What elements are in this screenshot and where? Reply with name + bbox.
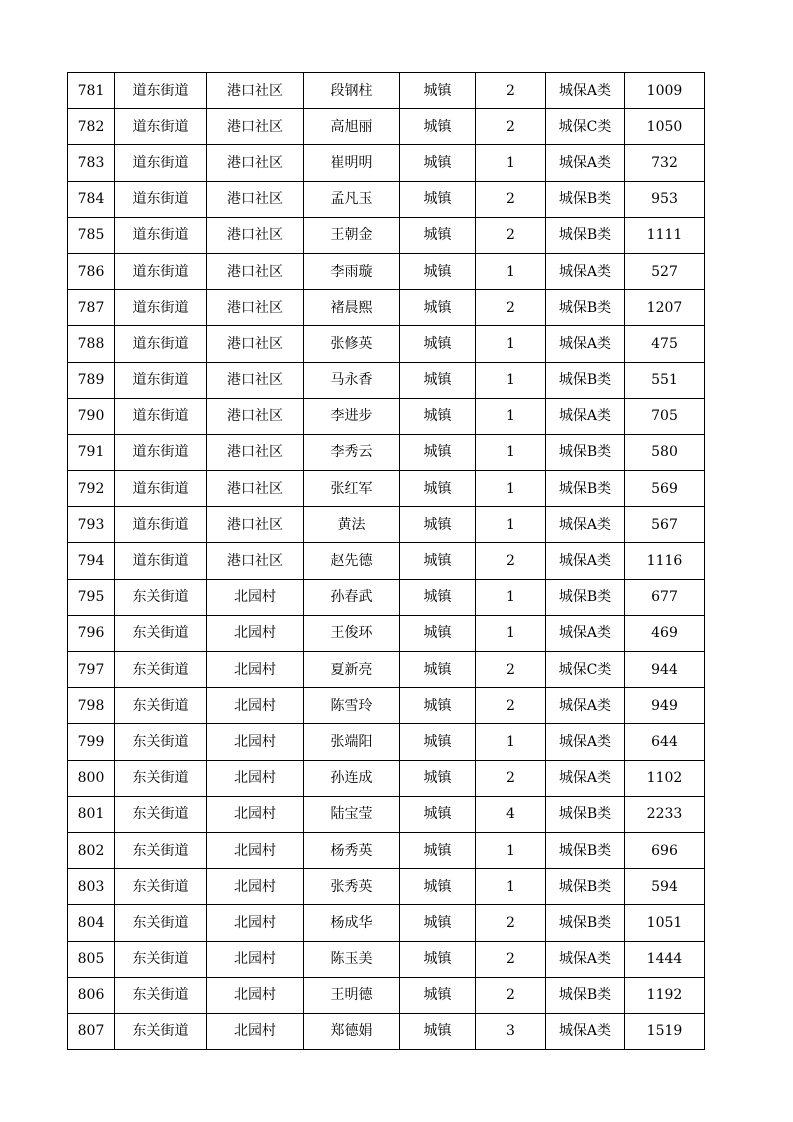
amount-cell: 644 <box>625 724 705 760</box>
amount-cell: 551 <box>625 362 705 398</box>
category-cell: 城保A类 <box>546 543 625 579</box>
amount-cell: 1050 <box>625 109 705 145</box>
seq-no-cell: 786 <box>68 253 115 289</box>
community-cell: 北园村 <box>207 579 304 615</box>
area-type-cell: 城镇 <box>400 652 476 688</box>
table-row <box>68 434 705 470</box>
name-cell: 高旭丽 <box>304 109 400 145</box>
area-type-cell: 城镇 <box>400 977 476 1013</box>
seq-no-cell: 790 <box>68 398 115 434</box>
subdistrict-cell: 东关街道 <box>115 796 207 832</box>
area-type-cell: 城镇 <box>400 434 476 470</box>
amount-cell: 1519 <box>625 1013 705 1049</box>
seq-no-cell: 805 <box>68 941 115 977</box>
table-row <box>68 145 705 181</box>
subdistrict-cell: 东关街道 <box>115 941 207 977</box>
subdistrict-cell: 东关街道 <box>115 977 207 1013</box>
household-size-cell: 1 <box>476 398 546 434</box>
name-cell: 黄法 <box>304 507 400 543</box>
amount-cell: 705 <box>625 398 705 434</box>
area-type-cell: 城镇 <box>400 253 476 289</box>
area-type-cell: 城镇 <box>400 362 476 398</box>
area-type-cell: 城镇 <box>400 760 476 796</box>
amount-cell: 475 <box>625 326 705 362</box>
table-row <box>68 869 705 905</box>
household-size-cell: 2 <box>476 905 546 941</box>
name-cell: 张红军 <box>304 471 400 507</box>
seq-no-cell: 781 <box>68 73 115 109</box>
household-size-cell: 2 <box>476 73 546 109</box>
community-cell: 港口社区 <box>207 326 304 362</box>
household-size-cell: 1 <box>476 362 546 398</box>
name-cell: 崔明明 <box>304 145 400 181</box>
amount-cell: 1444 <box>625 941 705 977</box>
area-type-cell: 城镇 <box>400 1013 476 1049</box>
area-type-cell: 城镇 <box>400 145 476 181</box>
subdistrict-cell: 东关街道 <box>115 760 207 796</box>
table-row <box>68 977 705 1013</box>
name-cell: 褚晨熙 <box>304 290 400 326</box>
category-cell: 城保A类 <box>546 941 625 977</box>
seq-no-cell: 783 <box>68 145 115 181</box>
amount-cell: 944 <box>625 652 705 688</box>
subdistrict-cell: 东关街道 <box>115 688 207 724</box>
subdistrict-cell: 道东街道 <box>115 362 207 398</box>
household-size-cell: 2 <box>476 290 546 326</box>
subdistrict-cell: 道东街道 <box>115 217 207 253</box>
community-cell: 港口社区 <box>207 73 304 109</box>
community-cell: 港口社区 <box>207 253 304 289</box>
seq-no-cell: 794 <box>68 543 115 579</box>
household-size-cell: 1 <box>476 615 546 651</box>
category-cell: 城保A类 <box>546 253 625 289</box>
subdistrict-cell: 东关街道 <box>115 905 207 941</box>
amount-cell: 2233 <box>625 796 705 832</box>
community-cell: 港口社区 <box>207 398 304 434</box>
community-cell: 北园村 <box>207 760 304 796</box>
community-cell: 港口社区 <box>207 181 304 217</box>
household-size-cell: 2 <box>476 652 546 688</box>
household-size-cell: 1 <box>476 471 546 507</box>
amount-cell: 677 <box>625 579 705 615</box>
subdistrict-cell: 道东街道 <box>115 543 207 579</box>
area-type-cell: 城镇 <box>400 688 476 724</box>
subdistrict-cell: 道东街道 <box>115 109 207 145</box>
area-type-cell: 城镇 <box>400 181 476 217</box>
community-cell: 港口社区 <box>207 290 304 326</box>
name-cell: 陈雪玲 <box>304 688 400 724</box>
amount-cell: 527 <box>625 253 705 289</box>
household-size-cell: 2 <box>476 760 546 796</box>
seq-no-cell: 802 <box>68 832 115 868</box>
community-cell: 北园村 <box>207 941 304 977</box>
subdistrict-cell: 东关街道 <box>115 869 207 905</box>
area-type-cell: 城镇 <box>400 326 476 362</box>
subdistrict-cell: 东关街道 <box>115 615 207 651</box>
table-row <box>68 507 705 543</box>
subdistrict-cell: 道东街道 <box>115 145 207 181</box>
subdistrict-cell: 道东街道 <box>115 434 207 470</box>
community-cell: 港口社区 <box>207 362 304 398</box>
amount-cell: 1116 <box>625 543 705 579</box>
seq-no-cell: 803 <box>68 869 115 905</box>
household-size-cell: 2 <box>476 941 546 977</box>
amount-cell: 696 <box>625 832 705 868</box>
table-row <box>68 73 705 109</box>
name-cell: 孟凡玉 <box>304 181 400 217</box>
amount-cell: 580 <box>625 434 705 470</box>
name-cell: 张端阳 <box>304 724 400 760</box>
household-size-cell: 2 <box>476 977 546 1013</box>
table-row <box>68 398 705 434</box>
area-type-cell: 城镇 <box>400 579 476 615</box>
community-cell: 北园村 <box>207 688 304 724</box>
category-cell: 城保B类 <box>546 796 625 832</box>
name-cell: 杨秀英 <box>304 832 400 868</box>
table-row <box>68 652 705 688</box>
household-size-cell: 1 <box>476 507 546 543</box>
name-cell: 陆宝莹 <box>304 796 400 832</box>
area-type-cell: 城镇 <box>400 724 476 760</box>
table-row <box>68 615 705 651</box>
community-cell: 北园村 <box>207 796 304 832</box>
category-cell: 城保B类 <box>546 434 625 470</box>
table-row <box>68 109 705 145</box>
amount-cell: 567 <box>625 507 705 543</box>
area-type-cell: 城镇 <box>400 217 476 253</box>
community-cell: 港口社区 <box>207 543 304 579</box>
area-type-cell: 城镇 <box>400 471 476 507</box>
category-cell: 城保B类 <box>546 471 625 507</box>
household-size-cell: 1 <box>476 253 546 289</box>
household-size-cell: 2 <box>476 217 546 253</box>
seq-no-cell: 806 <box>68 977 115 1013</box>
name-cell: 张修英 <box>304 326 400 362</box>
seq-no-cell: 807 <box>68 1013 115 1049</box>
roster-body <box>68 73 705 1050</box>
area-type-cell: 城镇 <box>400 905 476 941</box>
table-row <box>68 579 705 615</box>
category-cell: 城保A类 <box>546 73 625 109</box>
name-cell: 王朝金 <box>304 217 400 253</box>
category-cell: 城保A类 <box>546 688 625 724</box>
table-row <box>68 471 705 507</box>
community-cell: 北园村 <box>207 652 304 688</box>
subdistrict-cell: 东关街道 <box>115 724 207 760</box>
seq-no-cell: 796 <box>68 615 115 651</box>
seq-no-cell: 785 <box>68 217 115 253</box>
name-cell: 马永香 <box>304 362 400 398</box>
table-row <box>68 796 705 832</box>
name-cell: 孙春武 <box>304 579 400 615</box>
household-size-cell: 3 <box>476 1013 546 1049</box>
community-cell: 北园村 <box>207 905 304 941</box>
community-cell: 北园村 <box>207 832 304 868</box>
amount-cell: 1192 <box>625 977 705 1013</box>
household-size-cell: 1 <box>476 869 546 905</box>
community-cell: 港口社区 <box>207 507 304 543</box>
name-cell: 赵先德 <box>304 543 400 579</box>
household-size-cell: 2 <box>476 543 546 579</box>
amount-cell: 569 <box>625 471 705 507</box>
table-row <box>68 362 705 398</box>
category-cell: 城保A类 <box>546 760 625 796</box>
table-row <box>68 253 705 289</box>
name-cell: 王俊环 <box>304 615 400 651</box>
household-size-cell: 1 <box>476 326 546 362</box>
table-row <box>68 290 705 326</box>
area-type-cell: 城镇 <box>400 290 476 326</box>
household-size-cell: 1 <box>476 724 546 760</box>
name-cell: 李秀云 <box>304 434 400 470</box>
table-row <box>68 832 705 868</box>
community-cell: 港口社区 <box>207 217 304 253</box>
amount-cell: 1009 <box>625 73 705 109</box>
subdistrict-cell: 道东街道 <box>115 507 207 543</box>
community-cell: 港口社区 <box>207 109 304 145</box>
seq-no-cell: 799 <box>68 724 115 760</box>
table-row <box>68 760 705 796</box>
name-cell: 李进步 <box>304 398 400 434</box>
area-type-cell: 城镇 <box>400 109 476 145</box>
seq-no-cell: 801 <box>68 796 115 832</box>
subdistrict-cell: 东关街道 <box>115 832 207 868</box>
subdistrict-cell: 道东街道 <box>115 398 207 434</box>
table-row <box>68 905 705 941</box>
roster-table <box>67 72 705 1050</box>
category-cell: 城保B类 <box>546 977 625 1013</box>
category-cell: 城保B类 <box>546 181 625 217</box>
table-row <box>68 1013 705 1049</box>
seq-no-cell: 792 <box>68 471 115 507</box>
seq-no-cell: 793 <box>68 507 115 543</box>
community-cell: 港口社区 <box>207 434 304 470</box>
table-row <box>68 181 705 217</box>
category-cell: 城保B类 <box>546 579 625 615</box>
seq-no-cell: 798 <box>68 688 115 724</box>
community-cell: 港口社区 <box>207 471 304 507</box>
subdistrict-cell: 道东街道 <box>115 290 207 326</box>
name-cell: 陈玉美 <box>304 941 400 977</box>
household-size-cell: 2 <box>476 109 546 145</box>
seq-no-cell: 804 <box>68 905 115 941</box>
category-cell: 城保A类 <box>546 1013 625 1049</box>
name-cell: 王明德 <box>304 977 400 1013</box>
category-cell: 城保B类 <box>546 832 625 868</box>
table-row <box>68 724 705 760</box>
table-row <box>68 543 705 579</box>
community-cell: 北园村 <box>207 615 304 651</box>
area-type-cell: 城镇 <box>400 73 476 109</box>
subdistrict-cell: 东关街道 <box>115 579 207 615</box>
amount-cell: 949 <box>625 688 705 724</box>
category-cell: 城保A类 <box>546 145 625 181</box>
category-cell: 城保B类 <box>546 869 625 905</box>
name-cell: 李雨璇 <box>304 253 400 289</box>
category-cell: 城保A类 <box>546 724 625 760</box>
category-cell: 城保A类 <box>546 398 625 434</box>
area-type-cell: 城镇 <box>400 869 476 905</box>
household-size-cell: 1 <box>476 832 546 868</box>
household-size-cell: 2 <box>476 688 546 724</box>
name-cell: 孙连成 <box>304 760 400 796</box>
subdistrict-cell: 道东街道 <box>115 326 207 362</box>
category-cell: 城保A类 <box>546 326 625 362</box>
category-cell: 城保B类 <box>546 362 625 398</box>
amount-cell: 1102 <box>625 760 705 796</box>
area-type-cell: 城镇 <box>400 615 476 651</box>
name-cell: 夏新亮 <box>304 652 400 688</box>
subdistrict-cell: 道东街道 <box>115 253 207 289</box>
seq-no-cell: 797 <box>68 652 115 688</box>
name-cell: 郑德娟 <box>304 1013 400 1049</box>
seq-no-cell: 791 <box>68 434 115 470</box>
subdistrict-cell: 道东街道 <box>115 73 207 109</box>
amount-cell: 469 <box>625 615 705 651</box>
seq-no-cell: 784 <box>68 181 115 217</box>
amount-cell: 953 <box>625 181 705 217</box>
area-type-cell: 城镇 <box>400 507 476 543</box>
household-size-cell: 2 <box>476 181 546 217</box>
household-size-cell: 1 <box>476 434 546 470</box>
category-cell: 城保A类 <box>546 615 625 651</box>
household-size-cell: 1 <box>476 579 546 615</box>
category-cell: 城保B类 <box>546 290 625 326</box>
seq-no-cell: 795 <box>68 579 115 615</box>
table-row <box>68 217 705 253</box>
community-cell: 港口社区 <box>207 145 304 181</box>
subdistrict-cell: 道东街道 <box>115 471 207 507</box>
subdistrict-cell: 东关街道 <box>115 1013 207 1049</box>
community-cell: 北园村 <box>207 1013 304 1049</box>
area-type-cell: 城镇 <box>400 941 476 977</box>
amount-cell: 1051 <box>625 905 705 941</box>
subdistrict-cell: 东关街道 <box>115 652 207 688</box>
amount-cell: 1207 <box>625 290 705 326</box>
community-cell: 北园村 <box>207 977 304 1013</box>
category-cell: 城保A类 <box>546 507 625 543</box>
category-cell: 城保B类 <box>546 905 625 941</box>
seq-no-cell: 800 <box>68 760 115 796</box>
amount-cell: 594 <box>625 869 705 905</box>
seq-no-cell: 789 <box>68 362 115 398</box>
community-cell: 北园村 <box>207 724 304 760</box>
household-size-cell: 4 <box>476 796 546 832</box>
category-cell: 城保C类 <box>546 652 625 688</box>
household-size-cell: 1 <box>476 145 546 181</box>
community-cell: 北园村 <box>207 869 304 905</box>
area-type-cell: 城镇 <box>400 398 476 434</box>
name-cell: 杨成华 <box>304 905 400 941</box>
name-cell: 段钢柱 <box>304 73 400 109</box>
area-type-cell: 城镇 <box>400 832 476 868</box>
seq-no-cell: 787 <box>68 290 115 326</box>
category-cell: 城保C类 <box>546 109 625 145</box>
seq-no-cell: 788 <box>68 326 115 362</box>
subdistrict-cell: 道东街道 <box>115 181 207 217</box>
area-type-cell: 城镇 <box>400 796 476 832</box>
category-cell: 城保B类 <box>546 217 625 253</box>
seq-no-cell: 782 <box>68 109 115 145</box>
table-row <box>68 326 705 362</box>
amount-cell: 1111 <box>625 217 705 253</box>
name-cell: 张秀英 <box>304 869 400 905</box>
area-type-cell: 城镇 <box>400 543 476 579</box>
table-row <box>68 688 705 724</box>
table-row <box>68 941 705 977</box>
amount-cell: 732 <box>625 145 705 181</box>
